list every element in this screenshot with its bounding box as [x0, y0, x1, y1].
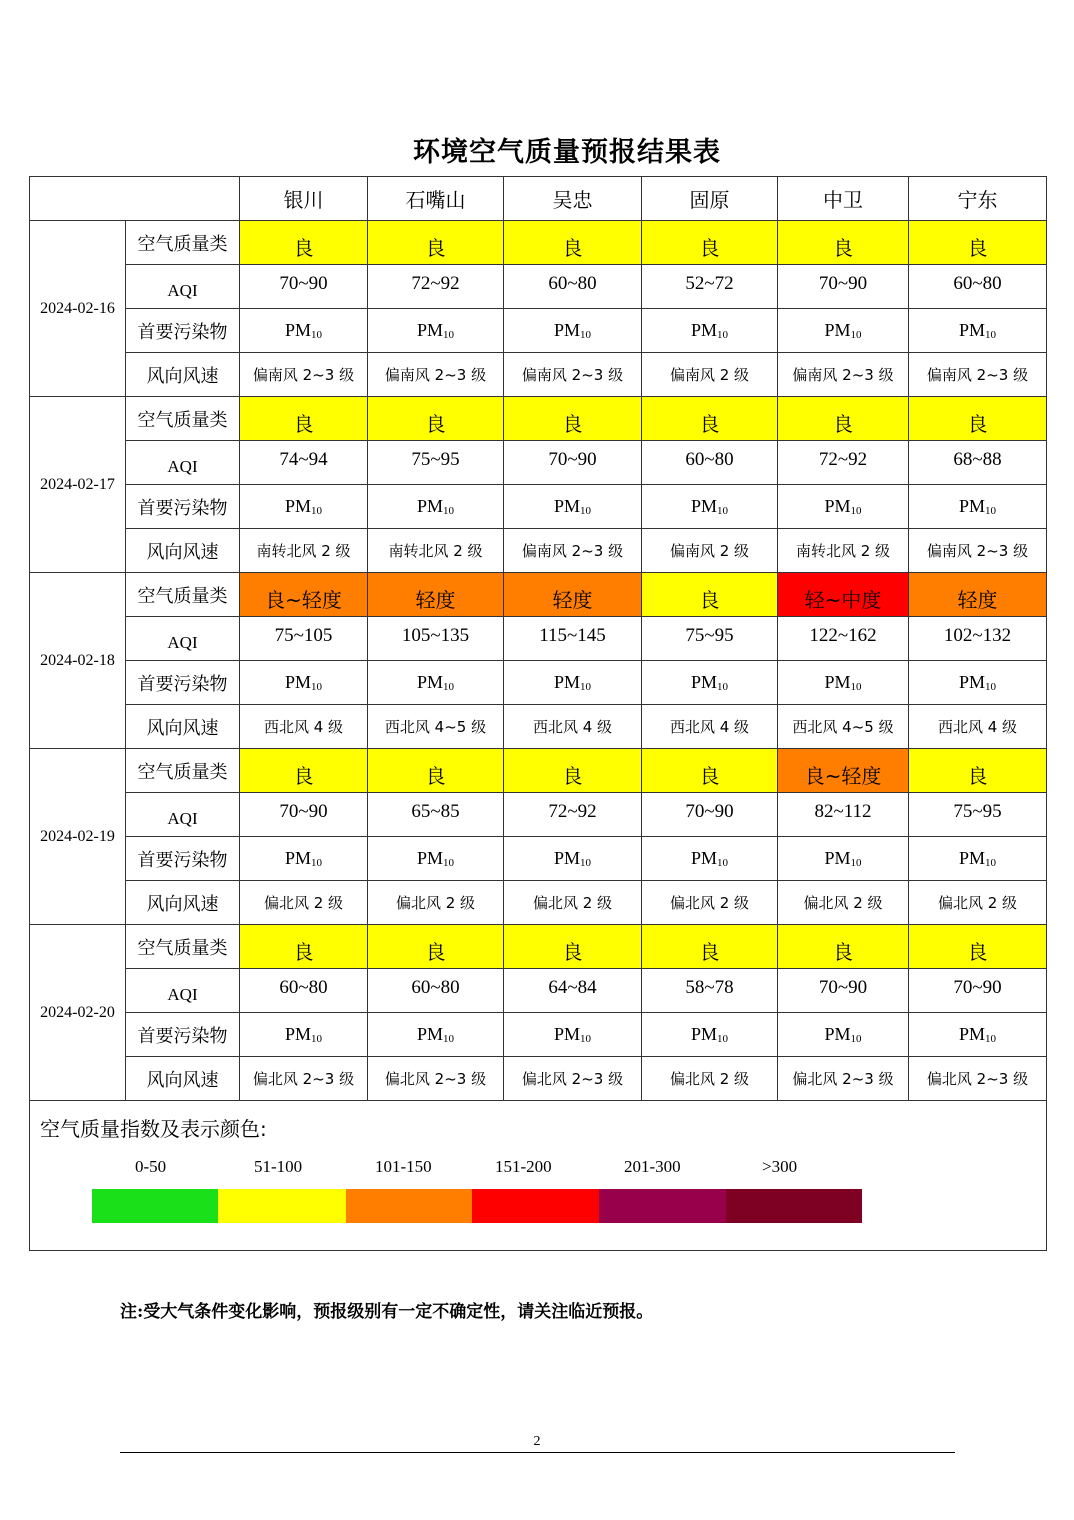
air-quality-category: 良: [504, 221, 642, 265]
forecast-date: 2024-02-17: [30, 397, 126, 573]
air-quality-category: 良: [909, 221, 1047, 265]
primary-pollutant: [778, 661, 909, 705]
category-row: [30, 397, 1047, 441]
primary-pollutant: [504, 837, 642, 881]
aqi-range: 70~90: [909, 969, 1047, 1013]
primary-pollutant: [642, 485, 778, 529]
primary-pollutant: [504, 1013, 642, 1057]
wind-forecast: 偏北风 2 级: [909, 881, 1047, 925]
wind-forecast: 西北风 4 级: [504, 705, 642, 749]
pollutant-name: PM: [824, 320, 851, 340]
pollutant-subscript: 10: [311, 505, 322, 517]
aqi-range: 65~85: [368, 793, 504, 837]
forecast-date: 2024-02-19: [30, 749, 126, 925]
pollutant-row: [30, 661, 1047, 705]
row-label-pollutant: 首要污染物: [126, 837, 240, 881]
pollutant-subscript: 10: [717, 329, 728, 341]
aqi-row: [30, 617, 1047, 661]
pollutant-name: PM: [690, 672, 717, 692]
pollutant-name: PM: [690, 1024, 717, 1044]
primary-pollutant: [368, 837, 504, 881]
pollutant-name: PM: [553, 496, 580, 516]
aqi-range: 70~90: [642, 793, 778, 837]
primary-pollutant: [909, 837, 1047, 881]
pollutant-subscript: 10: [580, 857, 591, 869]
pollutant-subscript: 10: [311, 329, 322, 341]
pollutant-subscript: 10: [580, 681, 591, 693]
category-row: [30, 925, 1047, 969]
pollutant-name: PM: [824, 848, 851, 868]
air-quality-category: 轻度: [368, 573, 504, 617]
footer-divider: [120, 1452, 955, 1453]
wind-forecast: 偏南风 2~3 级: [504, 529, 642, 573]
wind-forecast: 偏南风 2~3 级: [909, 529, 1047, 573]
pollutant-name: PM: [284, 320, 311, 340]
aqi-range: 75~95: [368, 441, 504, 485]
wind-row: [30, 1057, 1047, 1101]
legend-range-label: 201-300: [624, 1157, 681, 1176]
air-quality-category: 良: [778, 397, 909, 441]
row-label-aqi: AQI: [126, 265, 240, 309]
air-quality-category: 良: [368, 749, 504, 793]
aqi-range: 75~105: [240, 617, 368, 661]
primary-pollutant: [504, 485, 642, 529]
row-label-category: 空气质量类: [126, 221, 240, 265]
pollutant-subscript: 10: [985, 681, 996, 693]
wind-forecast: 偏南风 2~3 级: [909, 353, 1047, 397]
legend-color-swatch: [218, 1189, 346, 1223]
aqi-range: 60~80: [504, 265, 642, 309]
pollutant-name: PM: [690, 320, 717, 340]
air-quality-category: 良: [240, 925, 368, 969]
aqi-range: 115~145: [504, 617, 642, 661]
air-quality-category: 良: [909, 925, 1047, 969]
wind-forecast: 偏北风 2~3 级: [240, 1057, 368, 1101]
primary-pollutant: [778, 837, 909, 881]
legend: [30, 1101, 1047, 1251]
air-quality-category: 轻度: [909, 573, 1047, 617]
pollutant-name: PM: [553, 672, 580, 692]
row-label-wind: 风向风速: [126, 705, 240, 749]
row-label-pollutant: 首要污染物: [126, 1013, 240, 1057]
wind-forecast: 西北风 4~5 级: [368, 705, 504, 749]
wind-forecast: 偏北风 2 级: [642, 881, 778, 925]
pollutant-subscript: 10: [850, 329, 862, 341]
air-quality-category: 良: [504, 749, 642, 793]
pollutant-row: [30, 837, 1047, 881]
pollutant-subscript: 10: [443, 329, 454, 341]
wind-forecast: 西北风 4~5 级: [778, 705, 909, 749]
wind-forecast: 偏北风 2 级: [778, 881, 909, 925]
wind-row: [30, 705, 1047, 749]
pollutant-subscript: 10: [985, 857, 996, 869]
wind-forecast: 偏北风 2~3 级: [909, 1057, 1047, 1101]
wind-forecast: 偏南风 2 级: [642, 529, 778, 573]
aqi-range: 70~90: [240, 265, 368, 309]
wind-forecast: 偏南风 2~3 级: [778, 353, 909, 397]
air-quality-category: 良: [909, 749, 1047, 793]
wind-forecast: 偏北风 2~3 级: [504, 1057, 642, 1101]
pollutant-subscript: 10: [443, 505, 454, 517]
legend-color-swatch: [346, 1189, 472, 1223]
wind-forecast: 南转北风 2 级: [778, 529, 909, 573]
air-quality-category: 良: [504, 397, 642, 441]
wind-forecast: 偏北风 2~3 级: [778, 1057, 909, 1101]
air-quality-category: 良: [368, 221, 504, 265]
wind-forecast: 偏南风 2~3 级: [240, 353, 368, 397]
pollutant-subscript: 10: [985, 505, 996, 517]
pollutant-name: PM: [958, 848, 985, 868]
air-quality-category: 良~轻度: [240, 573, 368, 617]
wind-forecast: 西北风 4 级: [642, 705, 778, 749]
pollutant-name: PM: [284, 848, 311, 868]
row-label-pollutant: 首要污染物: [126, 485, 240, 529]
city-header: 银川: [240, 177, 368, 221]
wind-forecast: 偏北风 2~3 级: [368, 1057, 504, 1101]
legend-range-label: 151-200: [495, 1157, 552, 1176]
aqi-range: 70~90: [504, 441, 642, 485]
primary-pollutant: [240, 661, 368, 705]
pollutant-subscript: 10: [580, 1033, 591, 1045]
pollutant-subscript: 10: [311, 681, 322, 693]
pollutant-name: PM: [553, 848, 580, 868]
wind-forecast: 偏南风 2~3 级: [368, 353, 504, 397]
row-label-aqi: AQI: [126, 441, 240, 485]
disclaimer-note: 注:受大气条件变化影响，预报级别有一定不确定性，请关注临近预报。: [120, 1302, 654, 1322]
aqi-range: 60~80: [642, 441, 778, 485]
primary-pollutant: [642, 309, 778, 353]
pollutant-name: PM: [824, 672, 851, 692]
wind-forecast: 偏南风 2 级: [642, 353, 778, 397]
pollutant-subscript: 10: [311, 1033, 322, 1045]
primary-pollutant: [778, 1013, 909, 1057]
air-quality-category: 良: [642, 397, 778, 441]
city-header: 石嘴山: [368, 177, 504, 221]
aqi-row: [30, 969, 1047, 1013]
city-header: 中卫: [778, 177, 909, 221]
aqi-row: [30, 793, 1047, 837]
aqi-range: 70~90: [778, 265, 909, 309]
row-label-category: 空气质量类: [126, 397, 240, 441]
primary-pollutant: [368, 485, 504, 529]
aqi-range: 60~80: [909, 265, 1047, 309]
wind-row: [30, 353, 1047, 397]
wind-forecast: 偏北风 2 级: [642, 1057, 778, 1101]
primary-pollutant: [642, 837, 778, 881]
aqi-range: 60~80: [240, 969, 368, 1013]
legend-color-swatch: [92, 1189, 218, 1223]
pollutant-row: [30, 309, 1047, 353]
forecast-date: 2024-02-20: [30, 925, 126, 1101]
pollutant-name: PM: [824, 496, 851, 516]
row-label-category: 空气质量类: [126, 573, 240, 617]
aqi-range: 70~90: [240, 793, 368, 837]
primary-pollutant: [504, 661, 642, 705]
row-label-wind: 风向风速: [126, 529, 240, 573]
primary-pollutant: [368, 661, 504, 705]
wind-forecast: 南转北风 2 级: [240, 529, 368, 573]
primary-pollutant: [642, 1013, 778, 1057]
pollutant-name: PM: [284, 496, 311, 516]
legend-range-label: 0-50: [135, 1157, 167, 1176]
pollutant-name: PM: [416, 1024, 443, 1044]
pollutant-name: PM: [690, 848, 717, 868]
category-row: [30, 221, 1047, 265]
pollutant-name: PM: [958, 320, 985, 340]
primary-pollutant: [909, 661, 1047, 705]
pollutant-subscript: 10: [717, 857, 728, 869]
air-quality-category: 良: [240, 749, 368, 793]
aqi-range: 75~95: [909, 793, 1047, 837]
category-row: [30, 573, 1047, 617]
air-quality-category: 良: [368, 925, 504, 969]
air-quality-category: 良: [909, 397, 1047, 441]
row-label-aqi: AQI: [126, 617, 240, 661]
pollutant-subscript: 10: [443, 1033, 454, 1045]
pollutant-subscript: 10: [717, 1033, 728, 1045]
pollutant-name: PM: [958, 1024, 985, 1044]
pollutant-name: PM: [416, 848, 443, 868]
air-quality-category: 良: [642, 925, 778, 969]
aqi-range: 72~92: [778, 441, 909, 485]
aqi-range: 72~92: [368, 265, 504, 309]
aqi-range: 75~95: [642, 617, 778, 661]
aqi-range: 74~94: [240, 441, 368, 485]
pollutant-subscript: 10: [717, 505, 728, 517]
pollutant-subscript: 10: [580, 329, 591, 341]
pollutant-subscript: 10: [443, 681, 454, 693]
legend-color-swatch: [726, 1189, 862, 1223]
row-label-aqi: AQI: [126, 969, 240, 1013]
pollutant-subscript: 10: [850, 1033, 862, 1045]
row-label-pollutant: 首要污染物: [126, 661, 240, 705]
primary-pollutant: [909, 309, 1047, 353]
primary-pollutant: [368, 309, 504, 353]
legend-color-swatch: [599, 1189, 726, 1223]
primary-pollutant: [778, 309, 909, 353]
primary-pollutant: [240, 837, 368, 881]
air-quality-category: 轻度: [504, 573, 642, 617]
forecast-table: [29, 176, 1047, 1251]
city-header: 吴忠: [504, 177, 642, 221]
row-label-pollutant: 首要污染物: [126, 309, 240, 353]
air-quality-category: 良: [240, 221, 368, 265]
row-label-category: 空气质量类: [126, 925, 240, 969]
wind-forecast: 西北风 4 级: [240, 705, 368, 749]
row-label-aqi: AQI: [126, 793, 240, 837]
wind-forecast: 偏北风 2 级: [504, 881, 642, 925]
primary-pollutant: [909, 1013, 1047, 1057]
pollutant-subscript: 10: [717, 681, 728, 693]
aqi-range: 102~132: [909, 617, 1047, 661]
air-quality-category: 良: [368, 397, 504, 441]
pollutant-subscript: 10: [311, 857, 322, 869]
row-label-wind: 风向风速: [126, 353, 240, 397]
aqi-range: 72~92: [504, 793, 642, 837]
wind-row: [30, 881, 1047, 925]
wind-forecast: 南转北风 2 级: [368, 529, 504, 573]
wind-forecast: 偏北风 2 级: [240, 881, 368, 925]
primary-pollutant: [240, 485, 368, 529]
aqi-row: [30, 441, 1047, 485]
air-quality-category: 轻~中度: [778, 573, 909, 617]
corner-cell: [30, 177, 240, 221]
legend-color-swatch: [472, 1189, 599, 1223]
primary-pollutant: [504, 309, 642, 353]
pollutant-name: PM: [553, 320, 580, 340]
forecast-date: 2024-02-16: [30, 221, 126, 397]
aqi-range: 58~78: [642, 969, 778, 1013]
pollutant-name: PM: [284, 1024, 311, 1044]
aqi-row: [30, 265, 1047, 309]
aqi-range: 70~90: [778, 969, 909, 1013]
legend-range-label: >300: [762, 1157, 798, 1176]
legend-title: 空气质量指数及表示颜色:: [40, 1117, 267, 1141]
air-quality-category: 良: [240, 397, 368, 441]
row-label-category: 空气质量类: [126, 749, 240, 793]
aqi-range: 122~162: [778, 617, 909, 661]
pollutant-name: PM: [553, 1024, 580, 1044]
primary-pollutant: [240, 1013, 368, 1057]
pollutant-subscript: 10: [985, 329, 996, 341]
air-quality-category: 良: [642, 573, 778, 617]
pollutant-subscript: 10: [850, 505, 862, 517]
pollutant-name: PM: [958, 496, 985, 516]
city-header: 宁东: [909, 177, 1047, 221]
aqi-range: 52~72: [642, 265, 778, 309]
page-number: 2: [533, 1434, 541, 1449]
city-header: 固原: [642, 177, 778, 221]
aqi-range: 68~88: [909, 441, 1047, 485]
category-row: [30, 749, 1047, 793]
air-quality-category: 良: [778, 221, 909, 265]
primary-pollutant: [240, 309, 368, 353]
aqi-range: 60~80: [368, 969, 504, 1013]
page-title: 环境空气质量预报结果表: [413, 137, 721, 168]
primary-pollutant: [778, 485, 909, 529]
aqi-range: 64~84: [504, 969, 642, 1013]
pollutant-name: PM: [824, 1024, 851, 1044]
wind-row: [30, 529, 1047, 573]
pollutant-subscript: 10: [850, 681, 862, 693]
air-quality-category: 良: [642, 749, 778, 793]
air-quality-category: 良: [642, 221, 778, 265]
wind-forecast: 偏南风 2~3 级: [504, 353, 642, 397]
primary-pollutant: [642, 661, 778, 705]
legend-range-label: 101-150: [375, 1157, 432, 1176]
pollutant-subscript: 10: [443, 857, 454, 869]
aqi-range: 82~112: [778, 793, 909, 837]
aqi-range: 105~135: [368, 617, 504, 661]
air-quality-category: 良~轻度: [778, 749, 909, 793]
pollutant-name: PM: [958, 672, 985, 692]
pollutant-row: [30, 485, 1047, 529]
pollutant-row: [30, 1013, 1047, 1057]
forecast-date: 2024-02-18: [30, 573, 126, 749]
row-label-wind: 风向风速: [126, 881, 240, 925]
pollutant-name: PM: [416, 496, 443, 516]
wind-forecast: 西北风 4 级: [909, 705, 1047, 749]
legend-range-label: 51-100: [254, 1157, 303, 1176]
primary-pollutant: [368, 1013, 504, 1057]
primary-pollutant: [909, 485, 1047, 529]
header-row: [30, 177, 1047, 221]
pollutant-subscript: 10: [580, 505, 591, 517]
pollutant-name: PM: [416, 320, 443, 340]
wind-forecast: 偏北风 2 级: [368, 881, 504, 925]
pollutant-name: PM: [284, 672, 311, 692]
pollutant-name: PM: [416, 672, 443, 692]
pollutant-subscript: 10: [985, 1033, 996, 1045]
row-label-wind: 风向风速: [126, 1057, 240, 1101]
pollutant-name: PM: [690, 496, 717, 516]
air-quality-category: 良: [778, 925, 909, 969]
pollutant-subscript: 10: [850, 857, 862, 869]
air-quality-category: 良: [504, 925, 642, 969]
